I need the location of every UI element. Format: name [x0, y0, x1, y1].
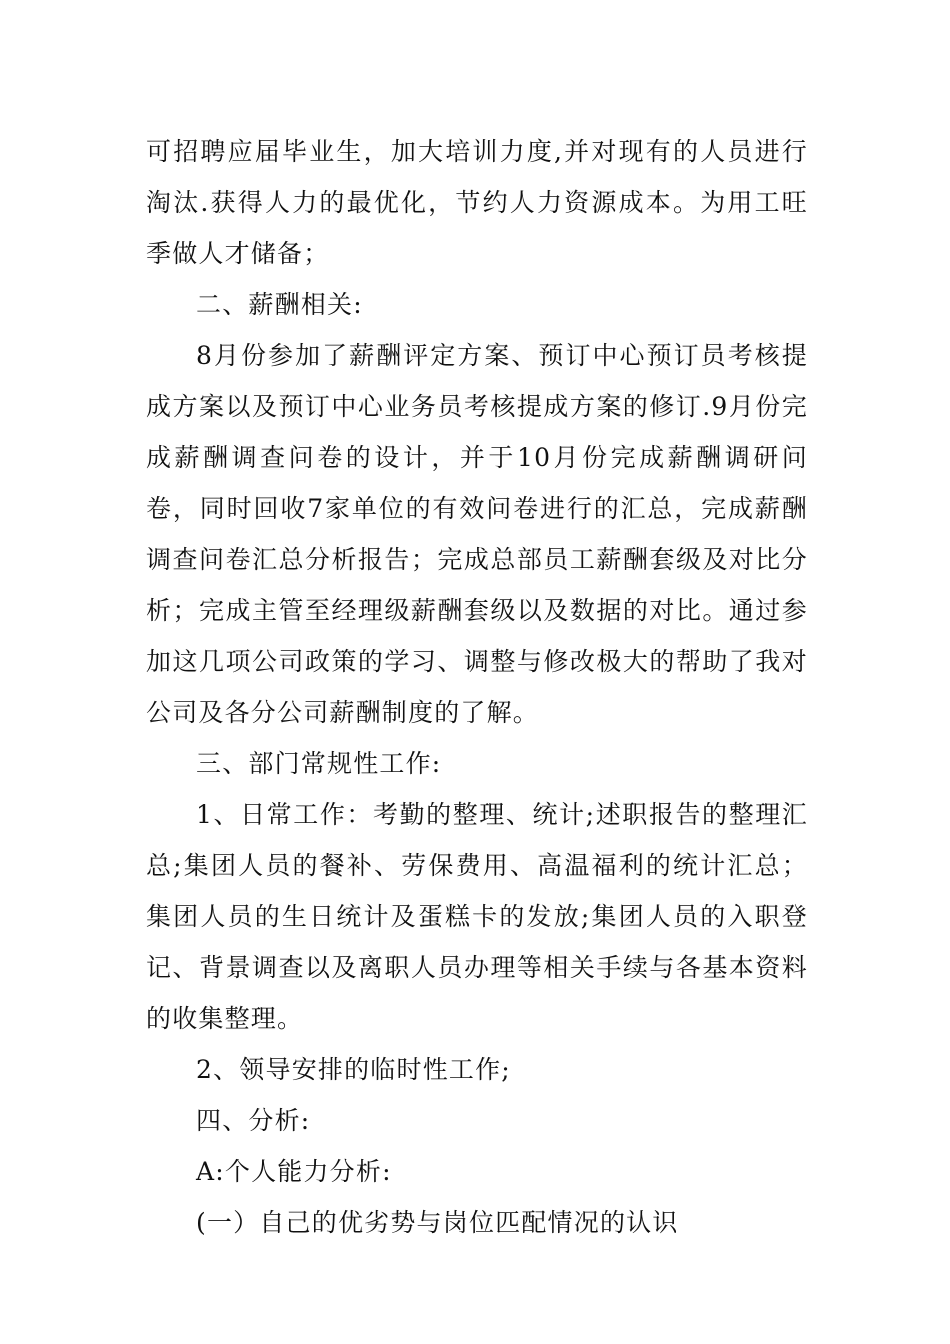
subheading-strengths-weaknesses: (一）自己的优劣势与岗位匹配情况的认识	[196, 1208, 679, 1237]
section-heading-routine-work: 三、部门常规性工作:	[196, 749, 442, 778]
paragraph-recruitment: 可招聘应届毕业生，加大培训力度,并对现有的人员进行淘汰.获得人力的最优化，节约人力资源成本。为用工旺季做人才储备；	[146, 137, 808, 268]
section-heading-analysis: 四、分析:	[196, 1106, 311, 1135]
section-heading-salary: 二、薪酬相关:	[196, 290, 363, 319]
paragraph-temporary-work: 2、领导安排的临时性工作;	[196, 1055, 511, 1084]
paragraph-daily-work: 1、日常工作：考勤的整理、统计;述职报告的整理汇总;集团人员的餐补、劳保费用、高温福利的统计汇总；集团人员的生日统计及蛋糕卡的发放;集团人员的入职登记、背景调查以及离职人员办理等相关手续与各基本资料的收集整理。	[146, 800, 808, 1033]
paragraph-salary: 8月份参加了薪酬评定方案、预订中心预订员考核提成方案以及预订中心业务员考核提成方案的修订.9月份完成薪酬调查问卷的设计，并于10月份完成薪酬调研问卷，同时回收7家单位的有效问卷进行的汇总，完成薪酬调查问卷汇总分析报告；完成总部员工薪酬套级及对比分析；完成主管至经理级薪酬套级以及数据的对比。通过参加这几项公司政策的学习、调整与修改极大的帮助了我对公司及各分公司薪酬制度的了解。	[146, 341, 808, 727]
document-body	[146, 126, 808, 1248]
subheading-personal-ability: A:个人能力分析:	[196, 1157, 392, 1186]
